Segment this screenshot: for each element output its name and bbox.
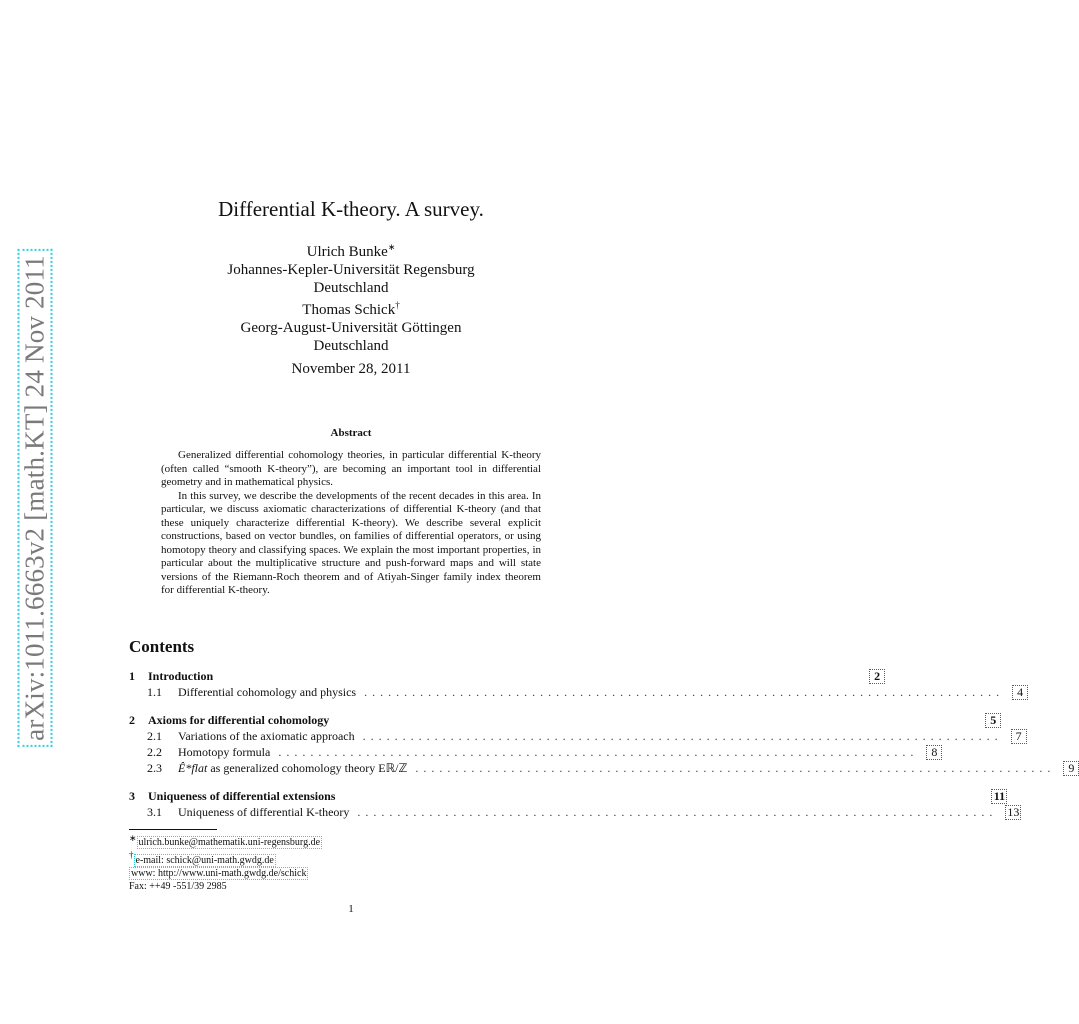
toc-leader-dots: ................................................................................ [357,805,998,819]
footnote-mark: † [129,850,134,861]
abstract-paragraph: In this survey, we describe the developments of the recent decades in this area. In particular, we discuss axiomatic characterizations of differential K-theory (and that these uniquely characterize differential K-theory). We describe several explicit constructions, based on vector bundles, on families of differential operators, or using homotopy theory and classifying spaces. We explain the most important properties, in particular about the multiplicative structure and push-forward maps and will state versions of the Riemann-Roch theorem and of Atiyah-Singer family index theorem for differential K-theory. [161,489,541,596]
toc-page-link[interactable]: 4 [1012,685,1028,700]
footnote-line [129,880,322,893]
abstract-paragraph: Generalized differential cohomology theories, in particular differential K-theory (often called “smooth K-theory”), are becoming an important tool in differential geometry and in mathematical physics. [161,449,541,488]
page-number: 1 [348,903,354,915]
toc-title: Homotopy formula [178,745,271,759]
toc-title: Introduction [148,669,214,683]
paper-date: November 28, 2011 [291,361,411,377]
toc-entry[interactable] [129,804,1020,820]
footnote-mark: ∗ [129,833,137,843]
toc-page-link[interactable]: 5 [985,713,1001,728]
author-block-2 [0,296,702,355]
email-link[interactable]: ulrich.bunke@mathematik.uni-regensburg.de [138,837,321,849]
author-country: Deutschland [313,280,389,296]
fax-number: Fax: ++49 -551/39 2985 [129,880,227,892]
toc-leader-dots: ................................................................................ [278,745,919,759]
toc-entry[interactable] [129,760,1075,776]
toc-entry[interactable] [129,744,938,760]
author-block-1 [0,238,702,297]
toc-number: 2 [129,713,135,727]
author-name: Thomas Schick† [302,300,400,318]
toc-title: Axioms for differential cohomology [148,713,330,727]
web-link[interactable]: www: http://www.uni-math.gwdg.de/schick [131,867,307,879]
email-link[interactable]: e-mail: schick@uni-math.gwdg.de [135,854,274,866]
arxiv-identifier-stamp[interactable]: arXiv:1011.6663v2 [math.KT] 24 Nov 2011 [18,249,53,747]
toc-page-link[interactable]: 2 [869,669,885,684]
footnote-line [129,832,322,849]
toc-leader-dots: ................................................................................ [364,685,1005,699]
abstract-body [161,449,541,598]
toc-number: 2.2 [147,745,162,759]
toc-page-link[interactable]: 7 [1011,729,1027,744]
toc-page-link[interactable]: 11 [991,789,1007,804]
toc-title: Differential cohomology and physics [178,685,357,699]
footnote-mark: † [395,300,400,310]
toc-title [178,760,407,776]
footnote-rule [129,829,217,830]
author-country: Deutschland [313,338,389,354]
table-of-contents [129,668,1075,820]
toc-number: 1 [129,669,135,683]
author-affiliation: Georg-August-Universität Göttingen [240,320,462,336]
toc-entry[interactable] [129,712,997,728]
author-affiliation: Johannes-Kepler-Universität Regensburg [227,262,475,278]
toc-entry[interactable] [129,684,1024,700]
toc-leader-dots: ................................................................................ [362,729,1003,743]
toc-number: 3.1 [147,805,162,819]
footnote-mark: ∗ [387,242,396,252]
toc-entry[interactable] [129,728,1022,744]
math-symbol: Ê*flat [178,761,208,775]
toc-title: Uniqueness of differential K-theory [178,805,350,819]
toc-title: Variations of the axiomatic approach [178,729,355,743]
abstract-heading: Abstract [330,427,372,439]
toc-number: 2.1 [147,729,162,743]
contents-heading: Contents [129,637,195,656]
footnotes [129,832,322,893]
footnote-line [129,849,322,866]
toc-number: 3 [129,789,135,803]
footnote-line [129,867,322,880]
toc-number: 2.3 [147,761,162,775]
paper-title: Differential K-theory. A survey. [218,197,484,221]
toc-leader-dots: ................................................................................ [415,761,1056,775]
toc-page-link[interactable]: 9 [1063,761,1079,776]
toc-title: Uniqueness of differential extensions [148,789,336,803]
toc-page-link[interactable]: 8 [926,745,942,760]
toc-entry[interactable] [129,788,1006,804]
toc-number: 1.1 [147,685,162,699]
toc-entry[interactable] [129,668,881,684]
author-name: Ulrich Bunke∗ [306,242,396,260]
toc-title-text: as generalized cohomology theory Eℝ/ℤ [210,761,408,775]
toc-page-link[interactable]: 13 [1007,805,1020,819]
